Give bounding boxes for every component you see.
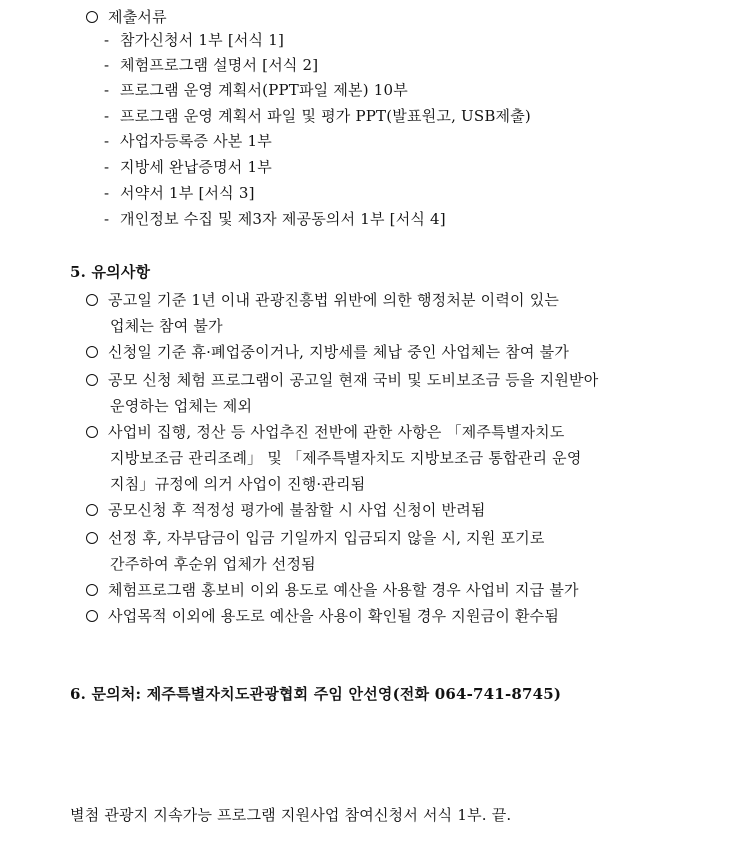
circle-bullet-icon [86, 610, 98, 622]
document-item: - 참가신청서 1부 [서식 1] [104, 31, 285, 49]
note-item-continuation: 간주하여 후순위 업체가 선정됨 [110, 555, 316, 573]
note-item: 선정 후, 자부담금이 입금 기일까지 입금되지 않을 시, 지원 포기로 [86, 528, 545, 548]
document-item: - 서약서 1부 [서식 3] [104, 184, 255, 202]
circle-bullet-icon [86, 426, 98, 438]
note-item: 사업비 집행, 정산 등 사업추진 전반에 관한 사항은 「제주특별자치도 [86, 422, 565, 442]
document-item: - 프로그램 운영 계획서 파일 및 평가 PPT(발표원고, USB제출) [104, 107, 531, 125]
notes-heading: 5. 유의사항 [70, 263, 151, 281]
note-item: 신청일 기준 휴·폐업중이거나, 지방세를 체납 중인 사업체는 참여 불가 [86, 342, 569, 362]
note-item-continuation: 운영하는 업체는 제외 [110, 397, 253, 415]
document-item: - 체험프로그램 설명서 [서식 2] [104, 56, 319, 74]
document-item: - 지방세 완납증명서 1부 [104, 158, 272, 176]
note-item-continuation: 지방보조금 관리조례」 및 「제주특별자치도 지방보조금 통합관리 운영 [110, 449, 582, 467]
note-item: 공고일 기준 1년 이내 관광진흥법 위반에 의한 행정처분 이력이 있는 [86, 290, 559, 310]
circle-bullet-icon [86, 294, 98, 306]
document-item: - 프로그램 운영 계획서(PPT파일 제본) 10부 [104, 81, 408, 99]
note-item: 공모신청 후 적정성 평가에 불참할 시 사업 신청이 반려됨 [86, 500, 486, 520]
documents-section-title: 제출서류 [86, 7, 167, 27]
circle-bullet-icon [86, 532, 98, 544]
circle-bullet-icon [86, 11, 98, 23]
document-item: - 사업자등록증 사본 1부 [104, 132, 272, 150]
note-item-continuation: 업체는 참여 불가 [110, 317, 223, 335]
attachment-note: 별첨 관광지 지속가능 프로그램 지원사업 참여신청서 서식 1부. 끝. [70, 806, 512, 824]
circle-bullet-icon [86, 346, 98, 358]
circle-bullet-icon [86, 584, 98, 596]
note-item-continuation: 지침」규정에 의거 사업이 진행·관리됨 [110, 475, 366, 493]
note-item: 체험프로그램 홍보비 이외 용도로 예산을 사용할 경우 사업비 지급 불가 [86, 580, 579, 600]
note-item: 공모 신청 체험 프로그램이 공고일 현재 국비 및 도비보조금 등을 지원받아 [86, 370, 598, 390]
circle-bullet-icon [86, 504, 98, 516]
note-item: 사업목적 이외에 용도로 예산을 사용이 확인될 경우 지원금이 환수됨 [86, 606, 559, 626]
document-item: - 개인정보 수집 및 제3자 제공동의서 1부 [서식 4] [104, 210, 446, 228]
contact-info: 6. 문의처: 제주특별자치도관광협회 주임 안선영(전화 064-741-8745) [70, 685, 562, 703]
circle-bullet-icon [86, 374, 98, 386]
